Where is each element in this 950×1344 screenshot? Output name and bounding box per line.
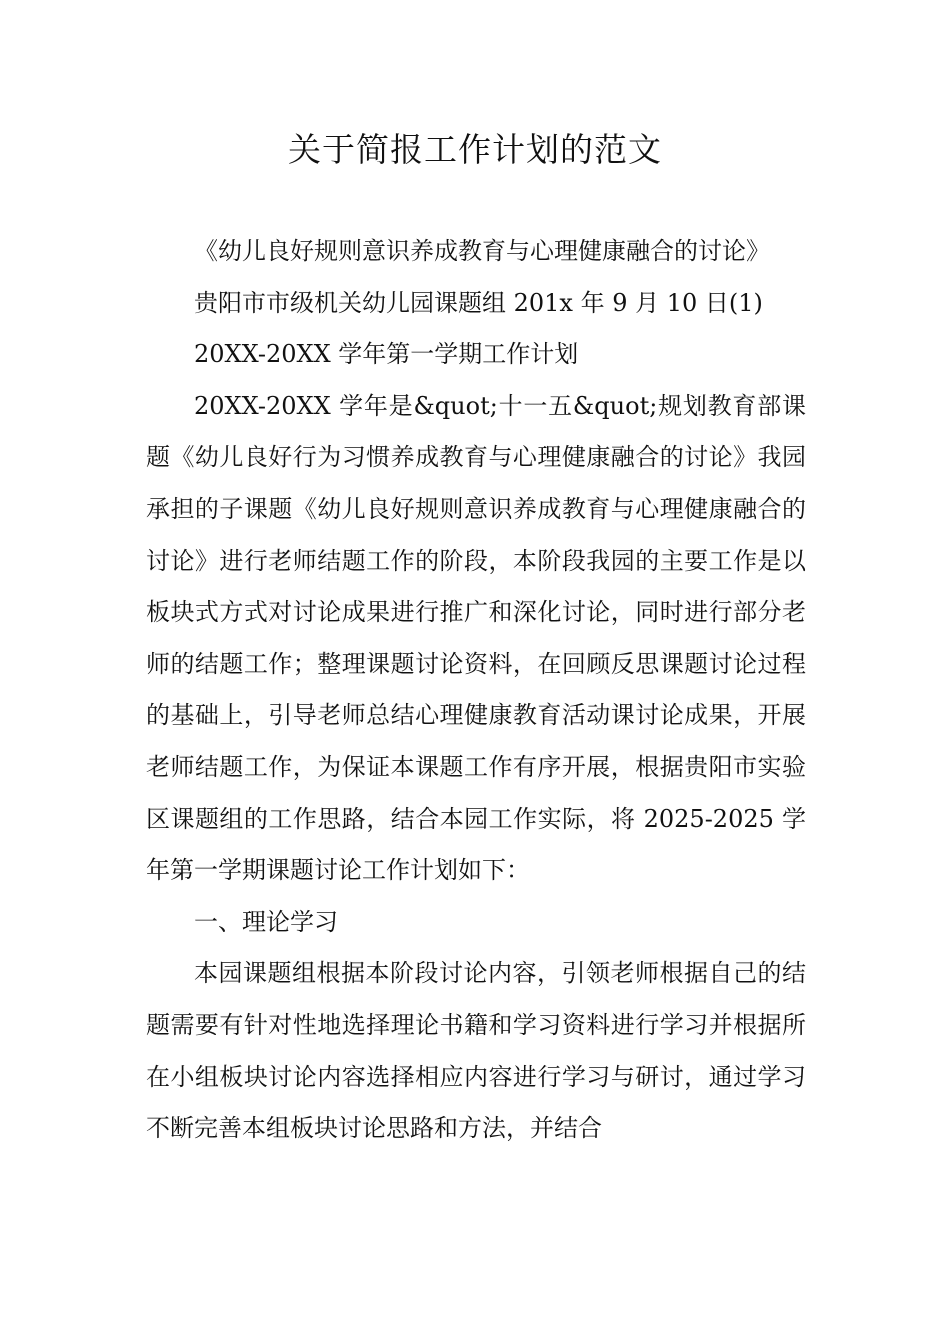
paragraph-theory-study: 本园课题组根据本阶段讨论内容，引领老师根据自己的结题需要有针对性地选择理论书籍和学习资料进行学习并根据所在小组板块讨论内容选择相应内容进行学习与研讨，通过学习不断完善本组板块讨论思路和方法，并结合 <box>146 959 806 1143</box>
paragraph-group-date: 贵阳市市级机关幼儿园课题组 201x 年 9 月 10 日(1) <box>194 288 763 317</box>
paragraph-intro: 20XX-20XX 学年是&quot;十一五&quot;规划教育部课题《幼儿良好行为习惯养成教育与心理健康融合的讨论》我园承担的子课题《幼儿良好规则意识养成教育与心理健康融合的讨论》进行老师结题工作的阶段，本阶段我园的主要工作是以板块式方式对讨论成果进行推广和深化讨论，同时进行部分老师的结题工作；整理课题讨论资料，在回顾反思课题讨论过程的基础上，引导老师总结心理健康教育活动课讨论成果，开展老师结题工作，为保证本课题工作有序开展，根据贵阳市实验区课题组的工作思路，结合本园工作实际，将 2025-2025 学年第一学期课题讨论工作计划如下： <box>146 391 806 885</box>
section-heading-theory-study: 一、理论学习 <box>194 907 338 936</box>
paragraph-subject-title: 《幼儿良好规则意识养成教育与心理健康融合的讨论》 <box>194 237 770 265</box>
document-title: 关于简报工作计划的范文 <box>288 130 662 169</box>
paragraph-plan-heading: 20XX-20XX 学年第一学期工作计划 <box>194 340 579 369</box>
document-body <box>146 226 806 1155</box>
